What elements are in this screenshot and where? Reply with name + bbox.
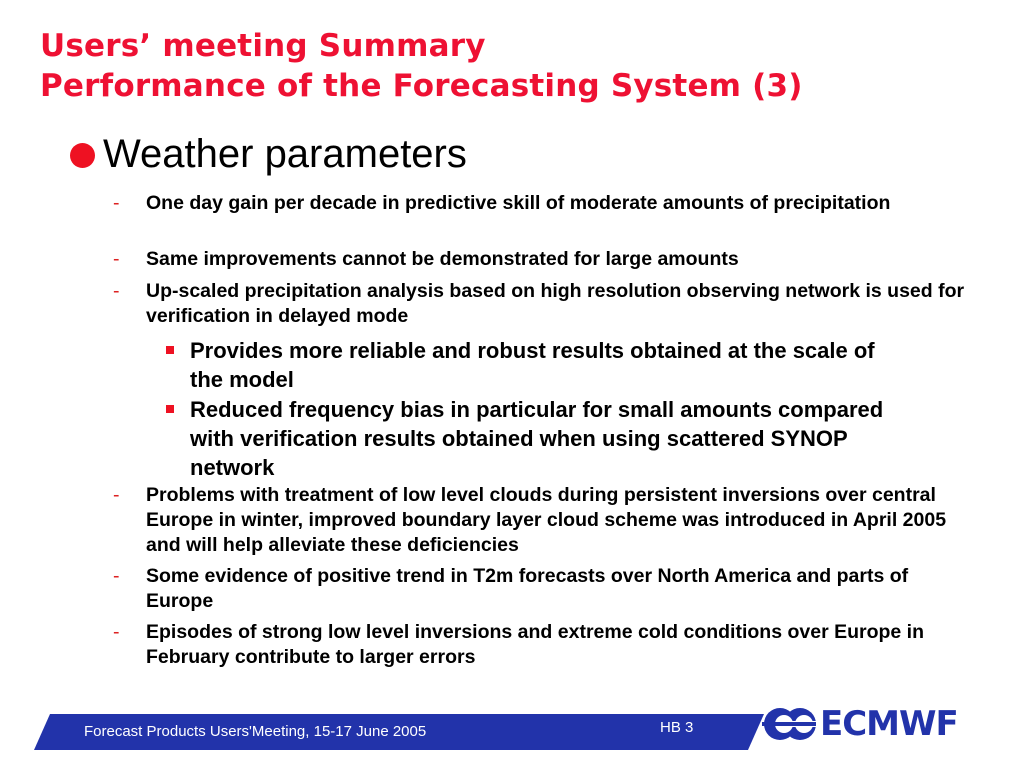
square-bullet-icon [166, 405, 174, 413]
list-item [113, 564, 966, 614]
list-item [113, 483, 966, 558]
list-item-text: Problems with treatment of low level clouds during persistent inversions over central Europe in winter, improved boundary layer cloud scheme was introduced in April 2005 and will help alleviate these deficiencies [146, 484, 947, 556]
square-bullet-icon [166, 346, 174, 354]
dash-bullet-icon: - [113, 192, 120, 214]
list-item-text: Some evidence of positive trend in T2m forecasts over North America and parts of Europe [146, 565, 909, 612]
list-item-text: One day gain per decade in predictive skill of moderate amounts of precipitation [146, 192, 891, 214]
dash-bullet-icon: - [113, 565, 120, 587]
list-item [113, 191, 966, 216]
footer-text: Forecast Products Users'Meeting, 15-17 June 2005 [84, 723, 427, 740]
page-number: HB 3 [660, 719, 694, 736]
section-heading-text: Weather parameters [103, 132, 467, 176]
list-item [190, 336, 910, 394]
slide-title-line1: Users’ meeting Summary [40, 28, 486, 64]
list-item [113, 247, 966, 272]
dash-bullet-icon: - [113, 280, 120, 302]
list-item [113, 279, 966, 329]
list-item-text: Reduced frequency bias in particular for small amounts compared with verification results obtained when using scattered SYNOP network [190, 397, 884, 480]
logo-text: ECMWF [820, 704, 958, 744]
list-item-text: Episodes of strong low level inversions and extreme cold conditions over Europe in February contribute to larger errors [146, 621, 925, 668]
slide-title-line2: Performance of the Forecasting System (3) [40, 68, 803, 104]
ecmwf-logo-icon [762, 706, 818, 742]
list-item [113, 620, 966, 670]
list-item-text: Same improvements cannot be demonstrated for large amounts [146, 248, 739, 270]
dash-bullet-icon: - [113, 248, 120, 270]
ecmwf-logo [762, 704, 972, 744]
list-item-text: Up-scaled precipitation analysis based on high resolution observing network is used for verification in delayed mode [146, 280, 965, 327]
dash-bullet-icon: - [113, 621, 120, 643]
list-item-text: Provides more reliable and robust results obtained at the scale of the model [190, 338, 875, 392]
dash-bullet-icon: - [113, 484, 120, 506]
list-item [190, 395, 910, 482]
